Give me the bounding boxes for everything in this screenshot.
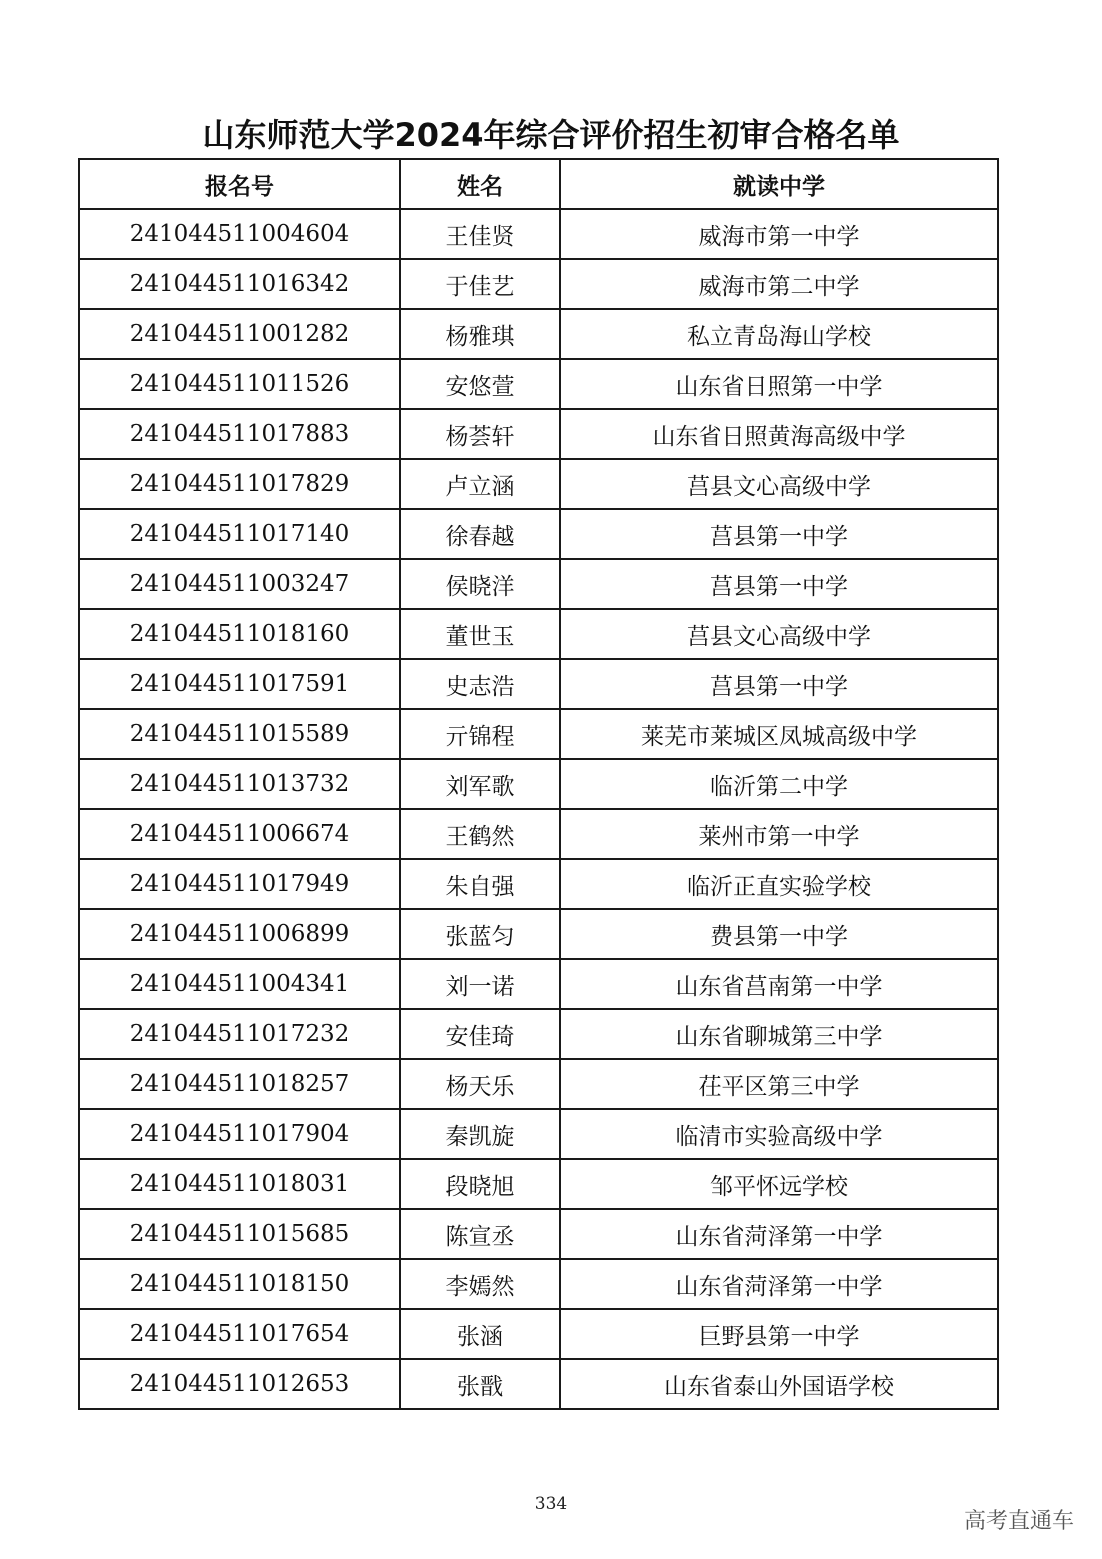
school-cell: 临沂第二中学 (560, 759, 998, 809)
registration-number-cell: 241044511018160 (79, 609, 400, 659)
registration-number-cell: 241044511017949 (79, 859, 400, 909)
registration-number-cell: 241044511017232 (79, 1009, 400, 1059)
school-cell: 莒县第一中学 (560, 659, 998, 709)
registration-number-cell: 241044511013732 (79, 759, 400, 809)
school-cell: 私立青岛海山学校 (560, 309, 998, 359)
table-row (79, 909, 998, 959)
registration-number-cell: 241044511015589 (79, 709, 400, 759)
table-row (79, 1159, 998, 1209)
table-row (79, 659, 998, 709)
table-row (79, 1359, 998, 1409)
registration-number-cell: 241044511017654 (79, 1309, 400, 1359)
student-name-cell: 于佳艺 (400, 259, 560, 309)
school-cell: 莒县文心高级中学 (560, 609, 998, 659)
school-cell: 费县第一中学 (560, 909, 998, 959)
table-row (79, 759, 998, 809)
table-row (79, 959, 998, 1009)
header-registration-number: 报名号 (79, 159, 400, 209)
student-name-cell: 安佳琦 (400, 1009, 560, 1059)
registration-number-cell: 241044511003247 (79, 559, 400, 609)
school-cell: 威海市第二中学 (560, 259, 998, 309)
registration-number-cell: 241044511018150 (79, 1259, 400, 1309)
student-name-cell: 侯晓洋 (400, 559, 560, 609)
table-row (79, 1259, 998, 1309)
table-row (79, 859, 998, 909)
table-row (79, 509, 998, 559)
header-school: 就读中学 (560, 159, 998, 209)
table-row (79, 359, 998, 409)
registration-number-cell: 241044511017904 (79, 1109, 400, 1159)
table-row (79, 1009, 998, 1059)
table-row (79, 259, 998, 309)
school-cell: 山东省日照第一中学 (560, 359, 998, 409)
header-name: 姓名 (400, 159, 560, 209)
school-cell: 山东省莒南第一中学 (560, 959, 998, 1009)
student-name-cell: 秦凯旋 (400, 1109, 560, 1159)
table-row (79, 1309, 998, 1359)
student-name-cell: 徐春越 (400, 509, 560, 559)
registration-number-cell: 241044511016342 (79, 259, 400, 309)
school-cell: 莱州市第一中学 (560, 809, 998, 859)
watermark-text: 高考直通车 (963, 1509, 1074, 1534)
registration-number-cell: 241044511011526 (79, 359, 400, 409)
school-cell: 山东省泰山外国语学校 (560, 1359, 998, 1409)
table-row (79, 809, 998, 859)
school-cell: 山东省日照黄海高级中学 (560, 409, 998, 459)
student-name-cell: 亓锦程 (400, 709, 560, 759)
school-cell: 山东省菏泽第一中学 (560, 1209, 998, 1259)
student-name-cell: 王佳贤 (400, 209, 560, 259)
registration-number-cell: 241044511001282 (79, 309, 400, 359)
table-row (79, 609, 998, 659)
school-cell: 临沂正直实验学校 (560, 859, 998, 909)
school-cell: 莒县文心高级中学 (560, 459, 998, 509)
student-name-cell: 杨荟轩 (400, 409, 560, 459)
registration-number-cell: 241044511004341 (79, 959, 400, 1009)
student-name-cell: 朱自强 (400, 859, 560, 909)
registration-number-cell: 241044511017829 (79, 459, 400, 509)
school-cell: 临清市实验高级中学 (560, 1109, 998, 1159)
page-number: 334 (534, 1494, 568, 1514)
table-row (79, 1109, 998, 1159)
student-name-cell: 张戬 (400, 1359, 560, 1409)
student-name-cell: 卢立涵 (400, 459, 560, 509)
registration-number-cell: 241044511012653 (79, 1359, 400, 1409)
table-row (79, 709, 998, 759)
school-cell: 莒县第一中学 (560, 509, 998, 559)
table-row (79, 409, 998, 459)
school-cell: 邹平怀远学校 (560, 1159, 998, 1209)
registration-number-cell: 241044511018031 (79, 1159, 400, 1209)
registration-number-cell: 241044511018257 (79, 1059, 400, 1109)
table-row (79, 559, 998, 609)
document-title: 山东师范大学2024年综合评价招生初审合格名单 (202, 116, 900, 154)
table-row (79, 309, 998, 359)
school-cell: 威海市第一中学 (560, 209, 998, 259)
student-name-cell: 张涵 (400, 1309, 560, 1359)
table-row (79, 1059, 998, 1109)
school-cell: 山东省菏泽第一中学 (560, 1259, 998, 1309)
student-name-cell: 张蓝匀 (400, 909, 560, 959)
registration-number-cell: 241044511017591 (79, 659, 400, 709)
student-name-cell: 段晓旭 (400, 1159, 560, 1209)
student-name-cell: 王鹤然 (400, 809, 560, 859)
student-name-cell: 刘军歌 (400, 759, 560, 809)
table-row (79, 459, 998, 509)
registration-number-cell: 241044511017883 (79, 409, 400, 459)
student-name-cell: 史志浩 (400, 659, 560, 709)
table-body (79, 209, 998, 1409)
table-row (79, 209, 998, 259)
school-cell: 莒县第一中学 (560, 559, 998, 609)
registration-number-cell: 241044511004604 (79, 209, 400, 259)
school-cell: 巨野县第一中学 (560, 1309, 998, 1359)
student-name-cell: 杨雅琪 (400, 309, 560, 359)
student-name-cell: 刘一诺 (400, 959, 560, 1009)
student-name-cell: 安悠萱 (400, 359, 560, 409)
school-cell: 山东省聊城第三中学 (560, 1009, 998, 1059)
student-name-cell: 李嫣然 (400, 1259, 560, 1309)
student-name-cell: 董世玉 (400, 609, 560, 659)
registration-number-cell: 241044511006674 (79, 809, 400, 859)
school-cell: 莱芜市莱城区凤城高级中学 (560, 709, 998, 759)
registration-number-cell: 241044511006899 (79, 909, 400, 959)
table-header-row (79, 159, 998, 209)
school-cell: 茌平区第三中学 (560, 1059, 998, 1109)
student-name-cell: 陈宣丞 (400, 1209, 560, 1259)
admission-roster-table (78, 158, 999, 1410)
table-row (79, 1209, 998, 1259)
registration-number-cell: 241044511015685 (79, 1209, 400, 1259)
registration-number-cell: 241044511017140 (79, 509, 400, 559)
student-name-cell: 杨天乐 (400, 1059, 560, 1109)
